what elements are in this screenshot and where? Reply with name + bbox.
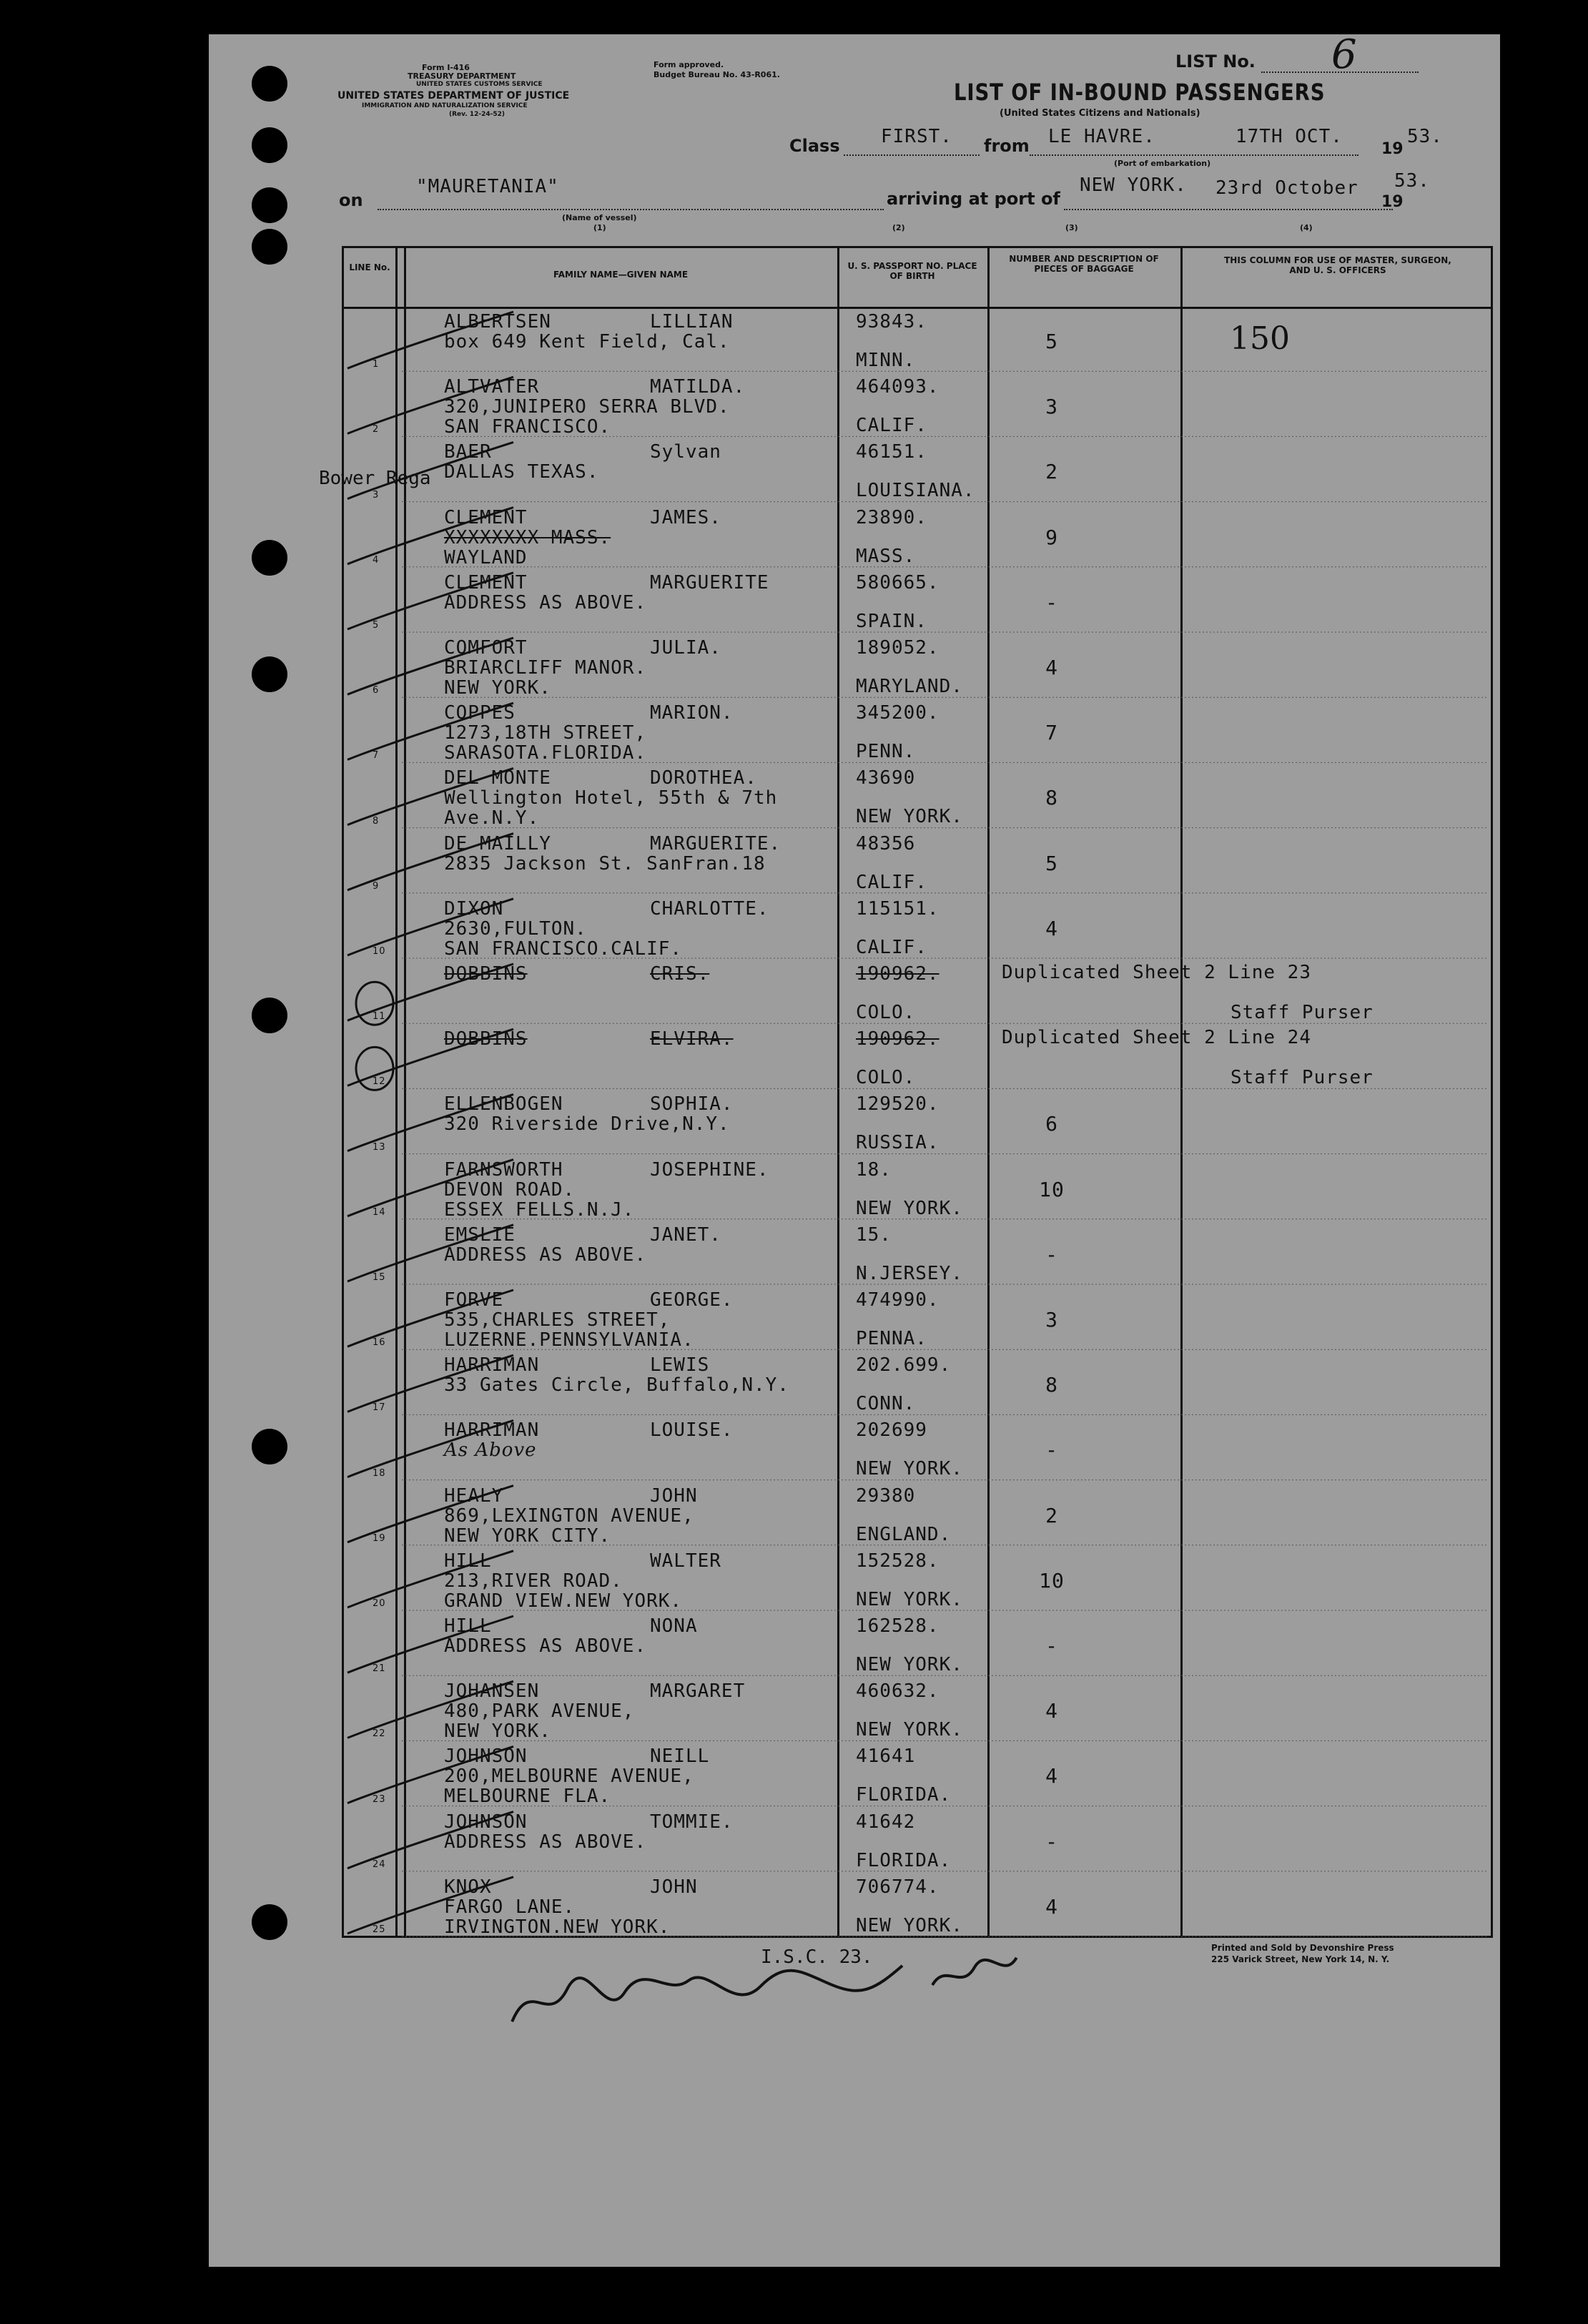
- family-name: DOBBINS: [444, 963, 528, 985]
- family-name: KNOX: [444, 1876, 492, 1898]
- check-mark: [347, 1616, 513, 1673]
- check-mark: [347, 1681, 513, 1738]
- place-of-birth: NEW YORK.: [856, 1719, 963, 1741]
- check-mark: [347, 377, 513, 433]
- given-name: TOMMIE.: [650, 1811, 734, 1833]
- passport-number: 706774.: [856, 1876, 940, 1898]
- address-line-2: LUZERNE.PENNSYLVANIA.: [444, 1329, 694, 1351]
- place-of-birth: CALIF.: [856, 871, 927, 893]
- address-line-1: DEVON ROAD.: [444, 1178, 576, 1201]
- line-number: 16: [373, 1337, 386, 1349]
- line-number: 3: [373, 489, 380, 501]
- line-number: 14: [373, 1206, 386, 1218]
- address-line-2: NEW YORK CITY.: [444, 1525, 611, 1547]
- given-name: MARGUERITE.: [650, 832, 781, 855]
- departure-year: 53.: [1407, 126, 1443, 147]
- address-line-1: box 649 Kent Field, Cal.: [444, 331, 730, 353]
- address-line-2: GRAND VIEW.NEW YORK.: [444, 1590, 683, 1612]
- place-of-birth: N.JERSEY.: [856, 1262, 963, 1284]
- address-line-1: ADDRESS AS ABOVE.: [444, 591, 647, 614]
- given-name: NEILL: [650, 1746, 710, 1768]
- col-num-4: (4): [1300, 223, 1313, 232]
- address-line-1: ADDRESS AS ABOVE.: [444, 1635, 647, 1657]
- line-number: 4: [373, 554, 380, 566]
- place-of-birth: ENGLAND.: [856, 1523, 952, 1545]
- passport-number: 43690: [856, 767, 916, 789]
- circled-line-number: [356, 1047, 393, 1090]
- baggage-count: -: [1045, 1438, 1058, 1462]
- address-line-1: 480,PARK AVENUE,: [444, 1700, 635, 1723]
- line-number: 20: [373, 1597, 386, 1609]
- line-number: 15: [373, 1271, 386, 1283]
- given-name: GEORGE.: [650, 1289, 734, 1311]
- line-number: 25: [373, 1924, 386, 1935]
- vessel-name: "MAURETANIA": [416, 176, 559, 197]
- family-name: JOHANSEN: [444, 1680, 540, 1703]
- baggage-count: 8: [1045, 786, 1058, 810]
- dept-treasury-sub: UNITED STATES CUSTOMS SERVICE: [416, 81, 543, 88]
- passport-number: 190962.: [856, 1028, 940, 1050]
- passport-number: 190962.: [856, 963, 940, 985]
- dept-justice-sub: IMMIGRATION AND NATURALIZATION SERVICE: [362, 102, 528, 109]
- address-line-2: MELBOURNE FLA.: [444, 1786, 611, 1808]
- line-number: 23: [373, 1793, 386, 1805]
- manifest-subtitle: (United States Citizens and Nationals): [1000, 108, 1200, 119]
- given-name: JANET.: [650, 1223, 721, 1246]
- passport-number: 18.: [856, 1158, 892, 1181]
- place-of-birth: RUSSIA.: [856, 1132, 940, 1154]
- baggage-count: -: [1045, 590, 1058, 614]
- baggage-count: -: [1045, 1242, 1058, 1266]
- manifest-title: LIST OF IN-BOUND PASSENGERS: [954, 79, 1326, 106]
- given-name: CHARLOTTE.: [650, 897, 769, 920]
- list-number-value: 6: [1331, 31, 1357, 78]
- address-line-1: XXXXXXXX MASS.: [444, 526, 611, 548]
- given-name: LILLIAN: [650, 311, 734, 333]
- given-name: MATILDA.: [650, 376, 746, 398]
- place-of-birth: PENNA.: [856, 1328, 927, 1349]
- check-mark: [347, 638, 513, 694]
- duplicate-note: Duplicated Sheet 2 Line 23: [1002, 962, 1311, 983]
- header-baggage: NUMBER AND DESCRIPTION OF PIECES OF BAGGAGE: [1009, 254, 1159, 274]
- from-value: LE HAVRE.: [1048, 126, 1155, 147]
- given-name: JAMES.: [650, 506, 721, 528]
- family-name: CLEMENT: [444, 506, 528, 528]
- family-name: JOHNSON: [444, 1746, 528, 1768]
- line-number: 21: [373, 1663, 386, 1675]
- family-name: ELLENBOGEN: [444, 1093, 563, 1116]
- family-name: DEL MONTE: [444, 767, 551, 789]
- address-line-1: Wellington Hotel, 55th & 7th: [444, 787, 778, 809]
- circled-line-number: [356, 982, 393, 1025]
- passport-number: 48356: [856, 832, 916, 855]
- given-name: JULIA.: [650, 637, 721, 659]
- baggage-count: 4: [1045, 1699, 1058, 1723]
- address-line-1: BRIARCLIFF MANOR.: [444, 657, 647, 679]
- baggage-count: 4: [1045, 1894, 1058, 1919]
- given-name: MARGARET: [650, 1680, 746, 1703]
- baggage-count: 4: [1045, 656, 1058, 679]
- address-line-1: As Above: [444, 1439, 537, 1462]
- place-of-birth: NEW YORK.: [856, 806, 963, 828]
- baggage-count: 2: [1045, 1503, 1058, 1527]
- address-line-2: SAN FRANCISCO.: [444, 416, 611, 438]
- class-value: FIRST.: [881, 126, 952, 147]
- check-mark: [347, 1420, 513, 1477]
- passport-number: 202.699.: [856, 1354, 952, 1377]
- form-approved: Form approved.: [654, 60, 724, 69]
- arrival-date: 23rd October: [1215, 177, 1358, 199]
- passport-number: 41642: [856, 1811, 916, 1833]
- address-line-1: 33 Gates Circle, Buffalo,N.Y.: [444, 1374, 789, 1397]
- place-of-birth: COLO.: [856, 1002, 916, 1023]
- family-name: HILL: [444, 1550, 492, 1572]
- address-line-2: ESSEX FELLS.N.J.: [444, 1198, 635, 1221]
- given-name: JOHN: [650, 1876, 698, 1898]
- family-name: HILL: [444, 1615, 492, 1637]
- address-line-2: IRVINGTON.NEW YORK.: [444, 1916, 671, 1938]
- address-line-1: FARGO LANE.: [444, 1896, 576, 1918]
- baggage-count: -: [1045, 1829, 1058, 1853]
- embarkation-note: (Port of embarkation): [1114, 159, 1211, 168]
- family-name: CLEMENT: [444, 571, 528, 594]
- place-of-birth: CONN.: [856, 1393, 916, 1415]
- place-of-birth: NEW YORK.: [856, 1654, 963, 1675]
- address-line-1: 2835 Jackson St. SanFran.18: [444, 852, 766, 875]
- given-name: NONA: [650, 1615, 698, 1637]
- family-name: FARNSWORTH: [444, 1158, 563, 1181]
- passport-number: 15.: [856, 1223, 892, 1246]
- given-name: DOROTHEA.: [650, 767, 757, 789]
- form-number: Form I-416: [422, 63, 470, 72]
- check-mark: [347, 1225, 513, 1281]
- family-name: ALTVATER: [444, 376, 540, 398]
- family-name: DOBBINS: [444, 1028, 528, 1050]
- address-line-2: WAYLAND: [444, 546, 528, 568]
- baggage-count: 4: [1045, 1764, 1058, 1788]
- line-number: 17: [373, 1402, 386, 1414]
- arriving-label: arriving at port of: [887, 189, 1060, 209]
- line-number: 11: [373, 1011, 386, 1023]
- check-mark: [347, 1551, 513, 1607]
- baggage-count: 7: [1045, 721, 1058, 745]
- address-line-2: Ave.N.Y.: [444, 807, 540, 829]
- line-number: 8: [373, 815, 380, 827]
- departure-year-prefix: 19: [1381, 140, 1404, 158]
- passport-number: 202699: [856, 1419, 927, 1442]
- address-line-1: 2630,FULTON.: [444, 917, 587, 940]
- passport-number: 162528.: [856, 1615, 940, 1637]
- baggage-count: 8: [1045, 1373, 1058, 1397]
- given-name: MARGUERITE: [650, 571, 769, 594]
- baggage-count: 2: [1045, 460, 1058, 484]
- check-mark: [347, 964, 513, 1023]
- check-mark: [347, 834, 513, 890]
- vessel-note: (Name of vessel): [562, 213, 637, 222]
- header-passport: U. S. PASSPORT NO. PLACE OF BIRTH: [847, 261, 977, 281]
- place-of-birth: NEW YORK.: [856, 1914, 963, 1936]
- place-of-birth: MARYLAND.: [856, 676, 963, 697]
- check-mark: [347, 1029, 513, 1088]
- baggage-count: -: [1045, 1634, 1058, 1658]
- given-name: JOHN: [650, 1484, 698, 1507]
- from-label: from: [984, 136, 1030, 156]
- check-mark: [347, 573, 513, 629]
- address-line-2: NEW YORK.: [444, 677, 551, 699]
- baggage-count: 3: [1045, 1308, 1058, 1331]
- check-mark: [347, 312, 513, 368]
- check-mark: [347, 703, 513, 762]
- line-number: 13: [373, 1141, 386, 1153]
- baggage-count: 3: [1045, 395, 1058, 419]
- arrival-year: 53.: [1394, 170, 1430, 192]
- line-number: 5: [373, 619, 380, 631]
- address-line-1: ADDRESS AS ABOVE.: [444, 1831, 647, 1853]
- dept-justice: UNITED STATES DEPARTMENT OF JUSTICE: [337, 90, 570, 102]
- header-line-no: LINE No.: [349, 262, 390, 272]
- given-name: SOPHIA.: [650, 1093, 734, 1116]
- budget-bureau: Budget Bureau No. 43-R061.: [654, 70, 780, 79]
- baggage-count: 10: [1039, 1177, 1065, 1201]
- line-number: 9: [373, 880, 380, 892]
- line-number: 7: [373, 750, 380, 762]
- passport-number: 29380: [856, 1484, 916, 1507]
- line-number: 2: [373, 424, 380, 435]
- place-of-birth: NEW YORK.: [856, 1197, 963, 1219]
- check-mark: [347, 1094, 513, 1151]
- given-name: JOSEPHINE.: [650, 1158, 769, 1181]
- address-line-1: 869,LEXINGTON AVENUE,: [444, 1505, 694, 1527]
- purser-note: Staff Purser: [1231, 1002, 1374, 1023]
- address-line-2: SAN FRANCISCO.CALIF.: [444, 937, 683, 960]
- family-name: COPPES: [444, 702, 516, 724]
- line-number: 1: [373, 359, 380, 370]
- place-of-birth: CALIF.: [856, 936, 927, 958]
- line-number: 10: [373, 945, 386, 957]
- line-number: 24: [373, 1858, 386, 1870]
- passport-number: 115151.: [856, 897, 940, 920]
- passport-number: 345200.: [856, 702, 940, 724]
- officer-mark: 150: [1230, 320, 1290, 357]
- address-line-2: SARASOTA.FLORIDA.: [444, 742, 647, 764]
- class-label: Class: [789, 136, 840, 156]
- line-number: 22: [373, 1728, 386, 1740]
- given-name: LOUISE.: [650, 1419, 734, 1442]
- family-name: EMSLIE: [444, 1223, 516, 1246]
- place-of-birth: SPAIN.: [856, 610, 927, 632]
- passport-number: 474990.: [856, 1289, 940, 1311]
- place-of-birth: NEW YORK.: [856, 1458, 963, 1480]
- check-mark: [347, 768, 513, 824]
- baggage-count: 4: [1045, 916, 1058, 940]
- departure-date: 17TH OCT.: [1236, 126, 1343, 147]
- address-line-1: 535,CHARLES STREET,: [444, 1309, 671, 1331]
- family-name: FORVE: [444, 1289, 504, 1311]
- address-line-1: ADDRESS AS ABOVE.: [444, 1244, 647, 1266]
- arrival-port: NEW YORK.: [1080, 174, 1187, 196]
- dept-treasury: TREASURY DEPARTMENT: [408, 72, 516, 81]
- place-of-birth: FLORIDA.: [856, 1849, 952, 1871]
- line-number: 19: [373, 1532, 386, 1544]
- passport-number: 23890.: [856, 506, 927, 528]
- passport-number: 460632.: [856, 1680, 940, 1703]
- address-line-1: 213,RIVER ROAD.: [444, 1570, 623, 1592]
- given-name: WALTER: [650, 1550, 721, 1572]
- address-line-1: 1273,18TH STREET,: [444, 722, 647, 744]
- passport-number: 152528.: [856, 1550, 940, 1572]
- check-mark: [347, 508, 513, 564]
- place-of-birth: MINN.: [856, 350, 916, 371]
- col-num-1: (1): [593, 223, 606, 232]
- family-name: HEALY: [444, 1484, 504, 1507]
- given-name: CRIS.: [650, 963, 710, 985]
- passport-number: 93843.: [856, 311, 927, 333]
- header-officers: THIS COLUMN FOR USE OF MASTER, SURGEON, AND U. S. OFFICERS: [1224, 255, 1451, 275]
- purser-note: Staff Purser: [1231, 1067, 1374, 1089]
- family-name: DIXON: [444, 897, 504, 920]
- passport-number: 41641: [856, 1746, 916, 1768]
- check-mark: [347, 1877, 513, 1934]
- place-of-birth: MASS.: [856, 545, 916, 567]
- address-line-1: 320 Riverside Drive,N.Y.: [444, 1113, 730, 1136]
- family-name: HARRIMAN: [444, 1354, 540, 1377]
- baggage-count: 5: [1045, 330, 1058, 353]
- line-number: 18: [373, 1467, 386, 1479]
- margin-note: Bower Rega: [319, 468, 431, 489]
- col-num-2: (2): [892, 223, 905, 232]
- passport-number: 129520.: [856, 1093, 940, 1116]
- check-mark: [347, 899, 513, 955]
- printer-address: 225 Varick Street, New York 14, N. Y.: [1211, 1954, 1390, 1964]
- line-number: 6: [373, 685, 380, 696]
- passport-number: 580665.: [856, 571, 940, 594]
- address-line-2: NEW YORK.: [444, 1720, 551, 1743]
- family-name: HARRIMAN: [444, 1419, 540, 1442]
- family-name: COMFORT: [444, 637, 528, 659]
- header-name: FAMILY NAME—GIVEN NAME: [553, 270, 689, 280]
- baggage-count: 5: [1045, 851, 1058, 875]
- check-mark: [347, 1160, 513, 1216]
- passport-number: 46151.: [856, 441, 927, 463]
- check-mark: [347, 1355, 513, 1412]
- place-of-birth: NEW YORK.: [856, 1588, 963, 1610]
- place-of-birth: COLO.: [856, 1067, 916, 1089]
- baggage-count: 9: [1045, 525, 1058, 549]
- line-number: 12: [373, 1076, 386, 1088]
- check-mark: [347, 1290, 513, 1349]
- passport-number: 464093.: [856, 376, 940, 398]
- check-mark: [347, 442, 513, 498]
- place-of-birth: FLORIDA.: [856, 1784, 952, 1806]
- check-mark: [347, 1486, 513, 1542]
- given-name: ELVIRA.: [650, 1028, 734, 1050]
- baggage-count: 10: [1039, 1568, 1065, 1592]
- family-name: ALBERTSEN: [444, 311, 551, 333]
- baggage-count: 6: [1045, 1112, 1058, 1136]
- check-mark: [347, 1746, 513, 1803]
- family-name: BAER: [444, 441, 492, 463]
- printer-line: Printed and Sold by Devonshire Press: [1211, 1943, 1394, 1953]
- form-revision: (Rev. 12-24-52): [449, 111, 505, 118]
- place-of-birth: CALIF.: [856, 415, 927, 437]
- col-num-3: (3): [1065, 223, 1078, 232]
- given-name: LEWIS: [650, 1354, 710, 1377]
- family-name: JOHNSON: [444, 1811, 528, 1833]
- given-name: MARION.: [650, 702, 734, 724]
- address-line-1: 200,MELBOURNE AVENUE,: [444, 1766, 694, 1788]
- inspector-stamp: I.S.C. 23.: [761, 1946, 873, 1968]
- place-of-birth: PENN.: [856, 741, 916, 763]
- duplicate-note: Duplicated Sheet 2 Line 24: [1002, 1027, 1311, 1049]
- place-of-birth: LOUISIANA.: [856, 480, 975, 502]
- check-mark: [347, 1812, 513, 1868]
- address-line-1: DALLAS TEXAS.: [444, 461, 599, 483]
- on-label: on: [339, 190, 363, 210]
- passport-number: 189052.: [856, 637, 940, 659]
- arrival-year-prefix: 19: [1381, 193, 1404, 211]
- address-line-1: 320,JUNIPERO SERRA BLVD.: [444, 396, 730, 418]
- given-name: Sylvan: [650, 441, 721, 463]
- list-number-label: LIST No.: [1175, 51, 1256, 72]
- family-name: DE MAILLY: [444, 832, 551, 855]
